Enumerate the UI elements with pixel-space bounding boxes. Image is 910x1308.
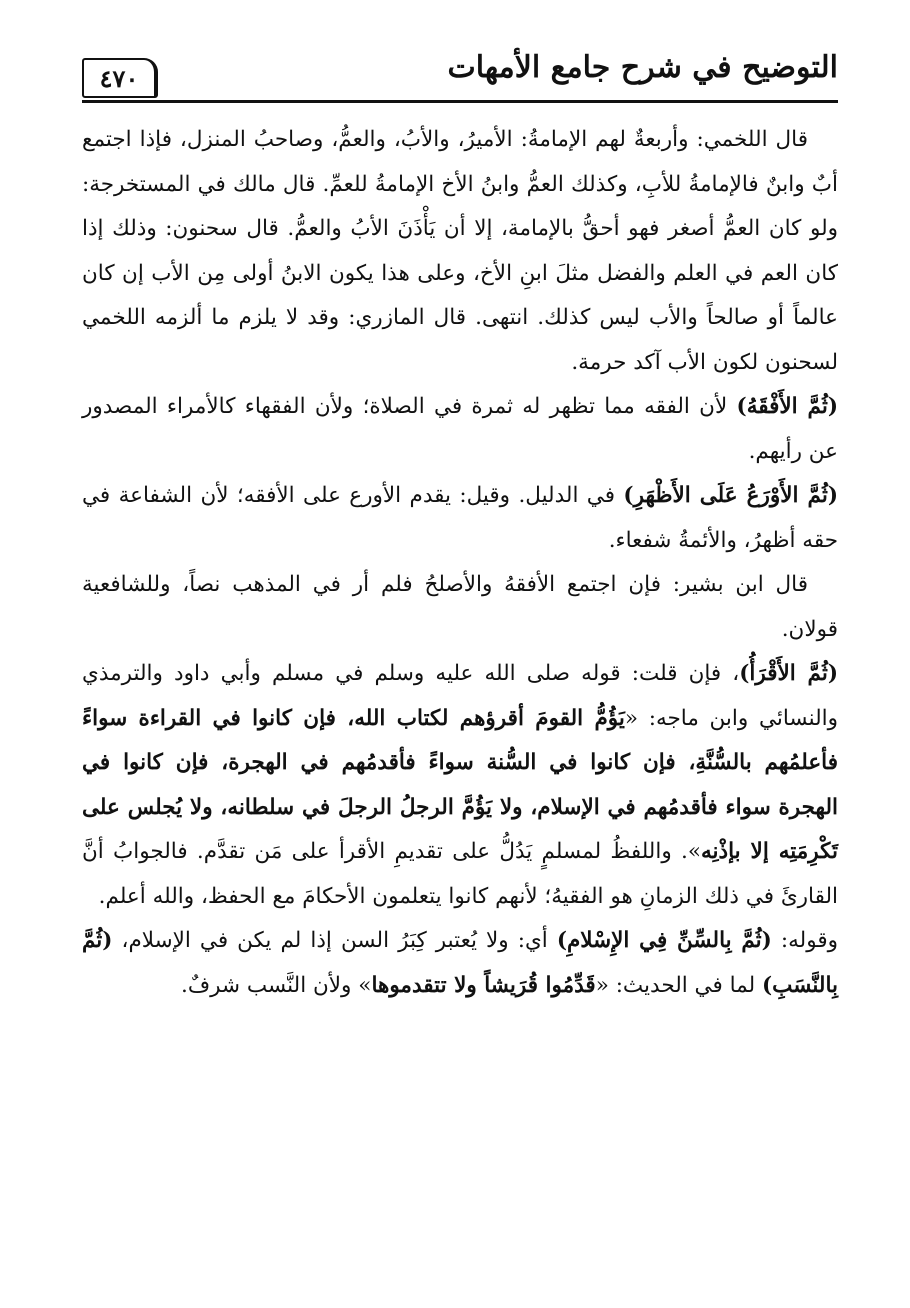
matn-term: (ثُمَّ الأَفْقَهُ) bbox=[736, 394, 839, 419]
paragraph-ibn-bashir bbox=[82, 563, 838, 652]
paragraph-text: قال ابن بشير: فإن اجتمع الأفقهُ والأصلحُ فلم أر في المذهب نصاً، وللشافعية قولان. bbox=[82, 572, 838, 642]
running-title: التوضيح في شرح جامع الأمهات bbox=[447, 50, 838, 85]
paragraph-lakhmi bbox=[82, 118, 838, 385]
paragraph-afqah bbox=[82, 385, 838, 474]
paragraph-text: ». واللفظُ لمسلمٍ يَدُلُّ على تقديمِ الأقرأ على مَن تقدَّم. فالجوابُ أنَّ القارئَ في ذلك الزمانِ هو الفقيهُ؛ لأنهم كانوا يتعلمون الأحكامَ مع الحفظ، والله أعلم. bbox=[82, 839, 838, 909]
paragraph-text: وقوله: bbox=[771, 928, 838, 953]
paragraph-text: ، فإن قلت: قوله صلى الله عليه وسلم في مسلم وأبي داود والترمذي والنسائي وابن ماجه: « bbox=[82, 661, 838, 731]
page-number: ٤٧٠ bbox=[82, 58, 158, 98]
page-header bbox=[82, 44, 838, 104]
paragraph-text: أي: ولا يُعتبر كِبَرُ السن إذا لم يكن في الإسلام، bbox=[112, 928, 557, 953]
paragraph-sinn-nasab bbox=[82, 919, 838, 1008]
paragraph-aqra bbox=[82, 652, 838, 919]
paragraph-text: لأن الفقه مما تظهر له ثمرة في الصلاة؛ ولأن الفقهاء كالأمراء المصدور عن رأيهم. bbox=[82, 394, 838, 464]
header-rule bbox=[82, 100, 838, 103]
hadith-text: يَؤُمُّ القومَ أقرؤهم لكتاب الله، فإن كانوا في القراءة سواءً فأعلمُهم بالسُّنَّةِ، فإن كانوا في السُّنة سواءً فأقدمُهم في الهجرة، فإن كانوا في الهجرة سواء فأقدمُهم في الإسلام، ولا يَؤُمَّ الرجلُ الرجلَ في سلطانه، ولا يُجلس على تَكْرِمَتِه إلا بإذْنِه bbox=[82, 705, 838, 864]
book-page bbox=[82, 44, 838, 1284]
paragraph-awra bbox=[82, 474, 838, 563]
paragraph-text: » ولأن النَّسب شرفٌ. bbox=[181, 972, 372, 998]
matn-term: (ثُمَّ الأَقْرَأُ) bbox=[739, 661, 838, 686]
matn-term: (ثُمَّ بِالنَّسَبِ) bbox=[82, 928, 838, 998]
paragraph-text: قال اللخمي: وأربعةٌ لهم الإمامةُ: الأميرُ، والأبُ، والعمُّ، وصاحبُ المنزل، فإذا اجتمع أبٌ وابنٌ فالإمامةُ للأبِ، وكذلك العمُّ وابنُ الأخ الإمامةُ للعمِّ. قال مالك في المستخرجة: ولو كان العمُّ أصغر فهو أحقُّ بالإمامة، إلا أن يَأْذَنَ الأبُ والعمُّ. قال سحنون: وذلك إذا كان العم في العلم والفضل مثلَ ابنِ الأخ، وعلى هذا يكون الابنُ أولى مِن الأب إن كان عالماً أو صالحاً والأب ليس كذلك. انتهى. قال المازري: وقد لا يلزم ما ألزمه اللخمي لسحنون لكون الأب آكد حرمة. bbox=[82, 127, 838, 375]
matn-term: (ثُمَّ الأَوْرَعُ عَلَى الأَظْهَرِ) bbox=[623, 483, 838, 508]
hadith-text: قَدِّمُوا قُرَيشاً ولا تتقدموها bbox=[371, 972, 596, 998]
paragraph-text: في الدليل. وقيل: يقدم الأورع على الأفقه؛ لأن الشفاعة في حقه أظهرُ، والأئمةُ شفعاء. bbox=[82, 483, 838, 553]
paragraph-text: لما في الحديث: « bbox=[595, 972, 762, 998]
page-body bbox=[82, 118, 838, 1008]
matn-term: (ثُمَّ بِالسِّنِّ فِي الإِسْلامِ) bbox=[556, 928, 772, 953]
